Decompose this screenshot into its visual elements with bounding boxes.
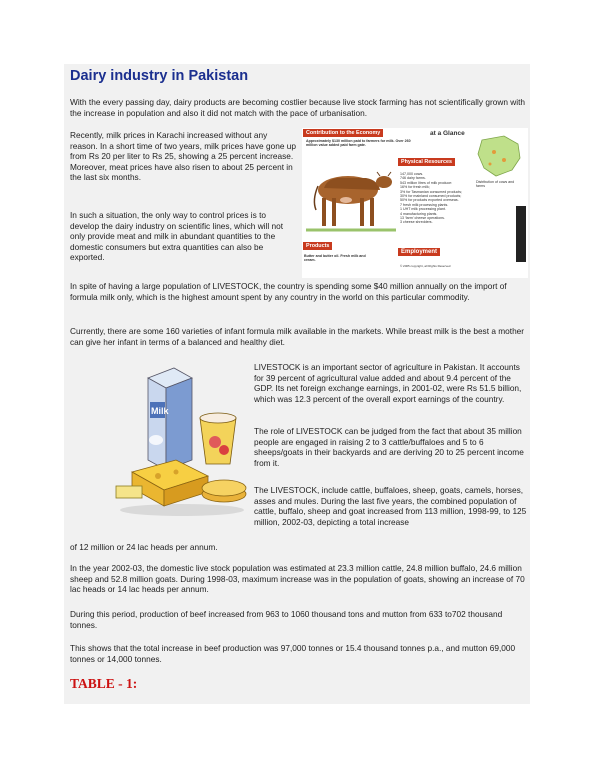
paragraph-prices: Recently, milk prices in Karachi increased without any reason. In a short time of two years, milk prices have gone up from Rs 20 per liter to Rs 25, showing a 25 percent increase. Moreover, meat prices have also risen to about 25 percent in the last six months. [70, 130, 296, 183]
products-text: Butter and butter oil. Fresh milk and cream. [304, 254, 366, 263]
paragraph-year-2002: In the year 2002-03, the domestic live stock population was estimated at 23.3 million cattle, 24.8 million buffalo, 24.6 million sheep and 52.8 million goats. During 1998-03, maximum increase was in the population of goats, showing an increase of 70 lac heads or 14 lac heads per annum. [70, 563, 525, 595]
table-heading: TABLE - 1: [70, 676, 138, 691]
glance-label: at a Glance [430, 130, 465, 137]
paragraph-varieties: Currently, there are some 160 varieties of infant formula milk available in the markets. While breast milk is the best a mother can give her infant in terms of a balanced and healthy diet. [70, 326, 525, 347]
paragraph-role: The role of LIVESTOCK can be judged from the fact that about 35 million people are engaged in raising 2 to 3 cattle/buffaloes and 5 to 6 sheeps/goats in their backyards and are deriving 20 to 25 percent income from it. [254, 426, 524, 468]
dairy-products-illustration [112, 360, 252, 520]
paragraph-total: This shows that the total increase in beef production was 97,000 tonnes or 15.4 thousand tonnes p.a., and mutton 69,000 tonnes or 14,000 tonnes. [70, 643, 516, 664]
resources-line: 1 UHT milk processing plant. [400, 207, 446, 212]
resources-line: 4 manufacturing plants. [400, 211, 438, 216]
physical-resources-label: Physical Resources [398, 158, 455, 166]
resources-line: 3% for Tasmanian consumed products; [400, 189, 463, 194]
resources-line: 746 dairy farms. [400, 176, 426, 181]
contribution-text: Approximately $130 million paid to farmers for milk. Over 260 million value added paid farm gate. [306, 139, 411, 148]
paragraph-control: In such a situation, the only way to control prices is to develop the dairy industry on scientific lines, which will not only provide meat and milk in abundant quantities to the domestic consumers but extra quantities can also be exported. [70, 210, 284, 263]
resources-line: 543 million litres of milk produce: [400, 180, 453, 185]
products-label: Products [303, 242, 332, 250]
employment-text: © 2005 copyright, all Rights Reserved [400, 264, 451, 268]
contribution-label: Contribution to the Economy [303, 129, 383, 137]
paragraph-formula: In spite of having a large population of LIVESTOCK, the country is spending some $40 million annually on the import of formula milk only, which is the highest amount spent by any country in the world on this particular commodity. [70, 281, 507, 302]
map-illustration [474, 134, 524, 180]
cow-illustration [306, 160, 396, 234]
resources-line: 16% for fresh milk; [400, 185, 430, 190]
side-logo-strip [516, 206, 526, 262]
paragraph-include-continued: of 12 million or 24 lac heads per annum. [70, 542, 218, 552]
paragraph-beef: During this period, production of beef increased from 963 to 1060 thousand tons and mutton from 633 to702 thousand tonnes. [70, 609, 503, 630]
dairy-infographic [302, 128, 528, 278]
paragraph-intro: With the every passing day, dairy products are becoming costlier because live stock farming has not scientifically grown with the increase in population and also it did not match with the pace of urbanisation. [70, 97, 525, 118]
resources-line: 50% for products exported overseas. [400, 198, 459, 203]
resources-line: 13 'farm' cheese operations. [400, 216, 445, 221]
page-title: Dairy industry in Pakistan [70, 68, 249, 84]
resources-line: 3 cheese shredders. [400, 220, 433, 225]
employment-label: Employment [398, 248, 440, 256]
resources-line: 147,000 cows. [400, 172, 424, 176]
physical-resources-list [400, 172, 470, 225]
resources-line: 30% for mainland consumed products; [400, 194, 462, 199]
milk-carton-label: Milk [151, 406, 169, 416]
resources-line: 7 fresh milk processing plants. [400, 202, 449, 207]
paragraph-sector: LIVESTOCK is an important sector of agriculture in Pakistan. It accounts for 39 percent of agricultural value added and about 9.4 percent of the GDP. Its net foreign exchange earnings, in 2001-02, were Rs 51.5 billion, which was 12.3 percent of the overall export earnings of the country. [254, 362, 522, 404]
paragraph-include: The LIVESTOCK, include cattle, buffaloes, sheep, goats, camels, horses, asses and mules. During the last five years, the combined population of cattle, buffalo, sheep and goat increased from 113 million, 1998-99, to 125 million, 2002-03, depicting a total increase [254, 485, 527, 527]
map-caption: Distribution of cows and farms [476, 180, 515, 189]
